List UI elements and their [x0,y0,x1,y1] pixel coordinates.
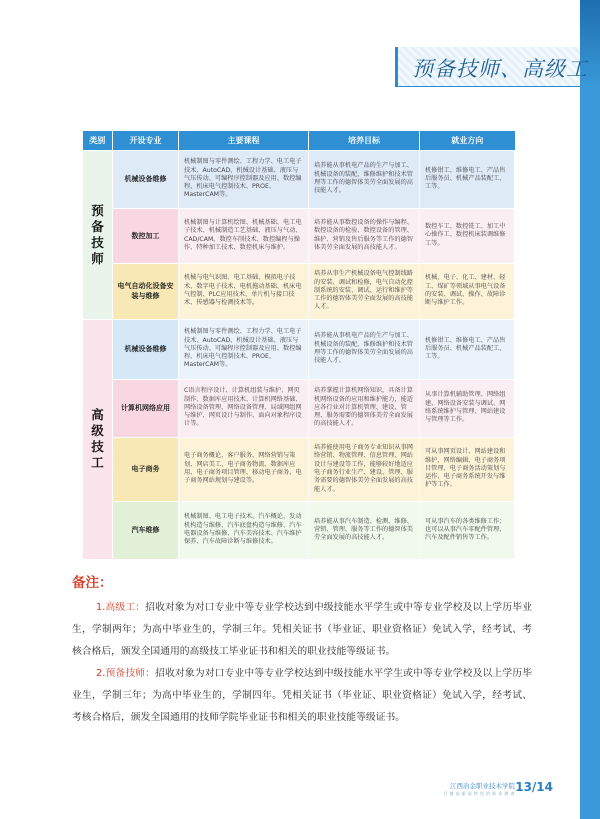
header-goal: 培养目标 [309,131,420,150]
footer-motto: 行 德 高 素 质 特 色 的 职 业 教 育 [443,791,515,796]
courses-cell: 机械制图与零件测绘、工程力学、电工电子技术、AutoCAD、机械设计基础、液压与气压传动、可编程序控制器及应用、数控编程、机床电气控制技术、PROE、MasterCAM等。 [179,150,309,208]
specialty-cell: 机械设备维修 [113,319,179,379]
table-row [83,150,515,208]
header-specialty: 开设专业 [113,131,179,150]
goal-cell: 培养掌握计算机网络知识，具备计算机网络设备的应用和维护能力，能适应各行业对计算机管理、建设、管理、服务需要的德智体美劳全面发展的高技能人才。 [309,379,420,437]
goal-cell: 培养能使用电子商务专业知识从事网络营销、物流管理、信息管理、网站设计与建设等工作，能够较好地适应电子商务行业生产、建设、管理、服务需要的德智体美劳全面发展的高技能人才。 [309,437,420,501]
page-title: 预备技师、高级工 [412,57,588,81]
note-preparatory-technician [72,663,532,729]
job-cell: 可从事网页设计、网站建设和维护、网络编辑、电子商务项目管理、电子商务活动策划与运作、电子商务系统开发与维护等工作。 [420,437,515,501]
table-row [83,501,515,559]
job-cell: 从事计算机辅助管理、网络组建、网络设备安装与调试、网络系统维护与管理、网站建设与管理等工作。 [420,379,515,437]
program-table-wrapper [82,131,514,560]
page-number: 13/14 [515,780,553,794]
category-cell-technician [83,150,113,319]
job-cell: 数控车工、数控铣工、加工中心操作工、数控机床装调维修工等。 [420,208,515,263]
notes-section [72,571,532,729]
notes-heading: 备注： [72,575,113,591]
courses-cell: 机械制图、电工电子技术、汽车概论、发动机构造与维修、汽车底盘构造与维修、汽车电器设备与维修、汽车美容技术、汽车维护保养、汽车故障诊断与维修技术。 [179,501,309,559]
category-cell-senior [83,319,113,559]
page-footer [407,780,575,802]
goal-cell: 培养能从事汽车制造、检测、维修、营销、管理、服务等工作的德智体美劳全面发展的高技能人才。 [309,501,420,559]
title-banner [395,47,588,87]
table-row [83,437,515,501]
category-label: 预备技师 [91,202,104,266]
note-label: 2.预备技师： [96,668,156,679]
goal-cell: 培养能从事机电产品的生产与加工、机械设备的装配、维修维护和技术管理等工作的德智体美劳全面发展的高技能人才。 [309,150,420,208]
job-cell: 机修钳工、维修电工、产品售后服务员、机械产品装配工、工等。 [420,319,515,379]
note-senior-worker [72,597,532,663]
table-row [83,319,515,379]
table-header-row [83,131,515,150]
goal-cell: 培养能从事机电产品的生产与加工、机械设备的装配、维修维护和技术管理等工作的德智体美劳全面发展的高技能人才。 [309,319,420,379]
table-row [83,379,515,437]
category-label: 高级技工 [91,407,104,470]
footer-school-name: 江西冶金职业技术学院 [450,782,515,790]
job-cell: 机械、电子、化工、建材、轻工、煤矿等领域从事电气设备的安装、调试、操作、故障诊断与维护工作。 [420,263,515,319]
header-job: 就业方向 [420,131,515,150]
goal-cell: 培养能从事数控设备的操作与编程、数控设备的检验、数控设备的管理、维护、营销及售后服务等工作的德智体美劳全面发展的高技能人才。 [309,208,420,263]
program-table [82,131,515,560]
note-text: 招收对象为对口专业中等专业学校达到中级技能水平学生或中等专业学校及以上学历毕业生，学制两年；为高中毕业生的，学制三年。凭相关证书（毕业证、职业资格证）免试入学，经考试、考核合格后，颁发全国通用的高级技工毕业证书和相关的职业技能等级证书。 [72,602,532,657]
courses-cell: 机械与电气识图、电工基础、模拟电子技术、数字电子技术、电机拖动基础、机床电气控制、PLC应用技术、单片机与接口技术、传感器与检测技术等。 [179,263,309,319]
specialty-cell: 电气自动化设备安装与维修 [113,263,179,319]
courses-cell: 机械制图与计算机绘图、机械基础、电工电子技术、机械制造工艺基础、液压与气动、CAD/CAM、数控车削技术、数控编程与操作、特种加工技术、数控机床与维护。 [179,208,309,263]
specialty-cell: 电子商务 [113,437,179,501]
specialty-cell: 计算机网络应用 [113,379,179,437]
specialty-cell: 数控加工 [113,208,179,263]
courses-cell: 机械制图与零件测绘、工程力学、电工电子技术、AutoCAD、机械设计基础、液压与气压传动、可编程序控制器及应用、数控编程、机床电气控制技术、PROE、MasterCAM等。 [179,319,309,379]
side-decoration-strip [580,0,600,819]
table-row [83,263,515,319]
header-courses: 主要课程 [179,131,309,150]
courses-cell: 电子商务概论、客户服务、网络营销与策划、网店美工、电子商务物流、数据库应用、电子商务项目管理、移动电子商务、电子商务网站规划与建设等。 [179,437,309,501]
job-cell: 可从事汽车的各类维修工作；也可以从事汽车零配件管理、汽车及配件销售等工作。 [420,501,515,559]
note-text: 招收对象为对口专业中等专业学校达到中级技能水平学生或中等专业学校及以上学历毕业生，学制三年；为高中毕业生的，学制四年。凭相关证书（毕业证、职业资格证）免试入学，经考试、考核合格后，颁发全国通用的技师学院毕业证书和相关的职业技能等级证书。 [72,668,532,723]
specialty-cell: 汽车维修 [113,501,179,559]
table-row [83,208,515,263]
note-label: 1.高级工： [96,602,146,613]
job-cell: 机修钳工、维修电工、产品售后服务员、机械产品装配工、工等。 [420,150,515,208]
courses-cell: C语言程序设计、计算机组装与维护、网页制作、数据库应用技术、计算机网络基础、网络设备管理、网络设备管理、局域网组网与维护、网页设计与制作、面向对象程序设计等。 [179,379,309,437]
goal-cell: 培养从事生产机械设备电气控制线路的安装、调试和检修，电气自动化控制系统的安装、调试、运行和维护等工作的德智体美劳全面发展的高技能人才。 [309,263,420,319]
specialty-cell: 机械设备维修 [113,150,179,208]
header-category: 类别 [83,131,113,150]
